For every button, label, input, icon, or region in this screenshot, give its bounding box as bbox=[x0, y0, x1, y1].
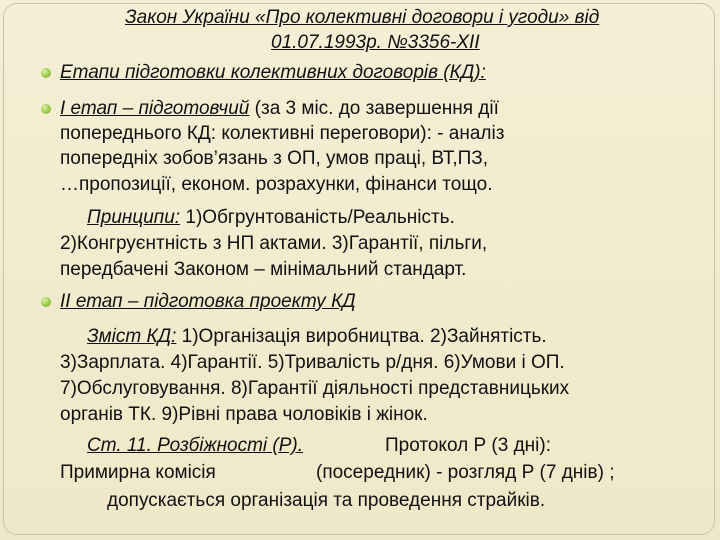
principles-text: 1)Обгрунтованість/Реальність. bbox=[180, 207, 455, 228]
strike-permission: допускається організація та проведення страйків. bbox=[107, 490, 546, 511]
bullet-icon bbox=[41, 104, 51, 114]
principles-line-1 bbox=[87, 206, 455, 230]
stage-1-line-2: попереднього КД: колективні переговори): - аналіз bbox=[60, 123, 505, 144]
article-11-heading: Ст. 11. Розбіжності (Р). bbox=[87, 435, 304, 456]
bullet-icon bbox=[41, 68, 51, 78]
content-text: 1)Організація виробництва. 2)Зайнятість. bbox=[176, 326, 547, 347]
bullet-icon bbox=[41, 297, 51, 307]
stage-1-line-4: …пропозиції, економ. розрахунки, фінанси тощо. bbox=[60, 174, 493, 195]
content-line-2: 3)Зарплата. 4)Гарантії. 5)Тривалість р/дня. 6)Умови і ОП. bbox=[60, 352, 565, 373]
principles-line-2: 2)Конгруєнтність з НП актами. 3)Гарантії, пільги, bbox=[60, 233, 488, 254]
stage-1-heading: І етап – підготовчий bbox=[60, 98, 250, 119]
principles-heading: Принципи: bbox=[87, 207, 181, 228]
content-line-3: 7)Обслуговування. 8)Гарантії діяльності представницьких bbox=[60, 378, 570, 399]
content-heading: Зміст КД: bbox=[87, 326, 177, 347]
stage-1-line-3: попередніх зобов’язань з ОП, умов праці, ВТ,ПЗ, bbox=[60, 148, 489, 169]
title-line-2: 01.07.1993р. №3356-XII bbox=[271, 32, 480, 53]
stage-1-line-1 bbox=[60, 97, 499, 121]
stage-2-heading: ІІ етап – підготовка проекту КД bbox=[60, 291, 356, 312]
conciliation-review: (посередник) - розгляд Р (7 днів) ; bbox=[316, 462, 615, 483]
stage-1-text: (за 3 міс. до завершення дії bbox=[249, 98, 499, 119]
content-line-1 bbox=[87, 325, 547, 349]
title-line-1: Закон України «Про колективні договори і угоди» від bbox=[125, 7, 600, 28]
article-11-protocol: Протокол Р (3 дні): bbox=[385, 435, 551, 456]
bullet-stages-heading: Етапи підготовки колективних договорів (КД): bbox=[60, 62, 486, 83]
conciliation-commission: Примирна комісія bbox=[60, 462, 216, 483]
principles-line-3: передбачені Законом – мінімальний стандарт. bbox=[60, 259, 467, 280]
content-line-4: органів ТК. 9)Рівні права чоловіків і жінок. bbox=[60, 404, 428, 425]
